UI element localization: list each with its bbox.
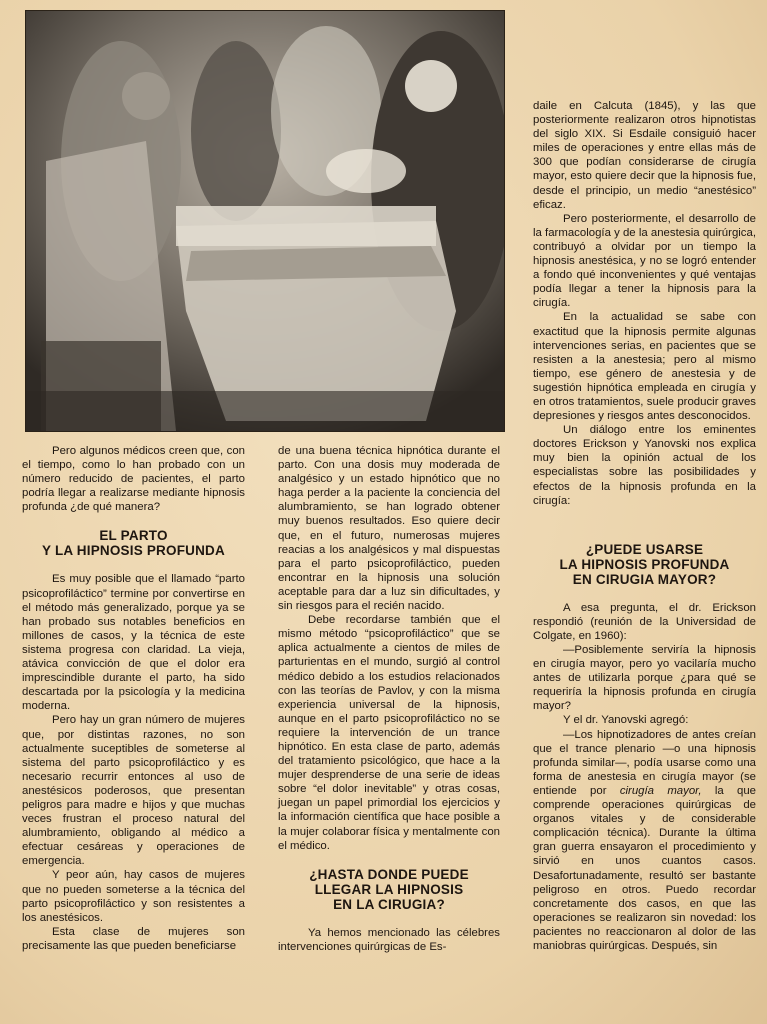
paragraph: Un diálogo entre los eminentes doctores Erickson y Yanovski nos explica muy bien la opinión actual de los especialistas sobre las posibilidades y efectos de la hipnosis profunda en la cirugía: (533, 424, 756, 507)
paragraph: Ya hemos mencionado las célebres intervenciones quirúrgicas de Es- (278, 926, 500, 953)
text-column-2 (278, 444, 500, 954)
text-run: —Los hipnotizadores de antes creían que el trance plenario —o una hipnosis profunda similar—, podía usarse como una forma de anestesia en cirugía mayor (se entiende por (533, 728, 756, 797)
paragraph: Pero posteriormente, el desarrollo de la farmacología y de la anestesia quirúrgica, contribuyó a olvidar por un tiempo la hipnosis anestésica, y no se logró entender a fondo qué inconvenientes y qué ventajas podía llegar a tener la hipnosis para la cirugía. (533, 212, 756, 310)
heading-line: EN LA CIRUGIA? (333, 896, 445, 912)
heading-line: EN CIRUGIA MAYOR? (572, 571, 717, 587)
paragraph: Pero hay un gran número de mujeres que, por distintas razones, no son actualmente suceptibles de someterse al sistema del parto psicoprofiláctico y es necesario recurrir entonces al uso de anestésicos poderosos, que presentan peligros para madre e hijos y que muchas veces frustran el proceso natural del alumbramiento, obligando al médico a efectuar cesáreas y operaciones de emergencia. (22, 714, 245, 868)
heading-line: ¿PUEDE USARSE (585, 541, 704, 557)
paragraph: Y peor aún, hay casos de mujeres que no pueden someterse a la técnica del parto psicoprofiláctico y son resistentes a los anestésicos. (22, 869, 245, 924)
heading-line: Y LA HIPNOSIS PROFUNDA (42, 543, 225, 559)
paragraph: Esta clase de mujeres son precisamente las que pueden beneficiarse (22, 925, 245, 952)
section-heading-cirugia (278, 867, 500, 912)
heading-line: LA HIPNOSIS PROFUNDA (559, 556, 730, 572)
heading-line: EL PARTO (99, 528, 168, 544)
paragraph: Y el dr. Yanovski agregó: (563, 714, 689, 727)
emphasis-text: cirugía mayor, (619, 784, 702, 797)
section-heading-parto (22, 528, 245, 558)
paragraph: Debe recordarse también que el mismo método “psicoprofiláctico” que se aplica actualmente a cientos de miles de parturientas en el mundo, surgió al control médico debido a los estudios relacionados con las teorías de Pavlov, y con la misma experiencia universal de la hipnosis, aunque en el parto psicoprofiláctico no se requiere la intervención de un trance hipnótico. En esta clase de parto, además del tratamiento psicológico, que hace a la mujer desprenderse de una serie de ideas sobre “el dolor inevitable” y otras cosas, juegan un papel primordial los ejercicios y la información científica que hace posible a la mujer colaborar física y mentalmente con el médico. (278, 614, 500, 852)
heading-line: ¿HASTA DONDE PUEDE (309, 866, 469, 882)
text-run: la que comprende operaciones quirúrgicas de organos vitales y de considerable complicación técnica). Durante la última gran guerra ensayaron el procedimiento y sirvió en unos cuantos casos. Desafortunadamente, resultó ser bastante peligroso en otros. Puedo recordar concretamente dos casos, en que las operaciones se realizaron sin novedad: los pacientes no reaccionaron al dolor de las maniobras quirúrgicas. Después, sin (533, 784, 756, 952)
heading-line: LLEGAR LA HIPNOSIS (314, 881, 464, 897)
paragraph: En la actualidad se sabe con exactitud que la hipnosis permite algunas intervenciones serias, en pacientes que se resisten a la anestesia; pero al mismo tiempo, ese género de anestesia y de sugestión hipnótica empleada en cirugía y en otros tratamientos, suele producir graves depresiones y riesgos antes desconocidos. (533, 311, 756, 423)
section-heading-cirugia-mayor (533, 542, 756, 587)
text-column-1 (22, 444, 245, 953)
paragraph: Pero algunos médicos creen que, con el tiempo, como lo han probado con un número reducido de pacientes, el parto podría llegar a realizarse mediante hipnosis profunda ¿de qué manera? (22, 445, 245, 514)
surgery-photo-icon (26, 11, 504, 431)
paragraph (533, 728, 756, 954)
text-column-3 (533, 99, 756, 953)
surgery-photo (25, 10, 505, 432)
paragraph: A esa pregunta, el dr. Erickson respondió (reunión de la Universidad de Colgate, en 1960): (533, 601, 756, 642)
paragraph: daile en Calcuta (1845), y las que posteriormente realizaron otros hipnotistas del siglo XIX. Si Esdaile consiguió hacer miles de operaciones y entre ellas más de 300 que podían considerarse de cirugía mayor, esto quiere decir que la hipnosis fue, desde el principio, un medio “anestésico” eficaz. (533, 100, 756, 211)
paragraph: de una buena técnica hipnótica durante el parto. Con una dosis muy moderada de analgésico y un estado hipnótico que no haga perder a la paciente la conciencia del alumbramiento, se han logrado obtener muy buenos resultados. Eso quiere decir que, en el futuro, numerosas mujeres reacias a los analgésicos y mal dispuestas para el parto psicoprofiláctico, pueden encontrar en la hipnosis una solución aceptable para dar a luz sin dificultades, y sin riesgos para el recién nacido. (278, 445, 500, 613)
paragraph: Es muy posible que el llamado “parto psicoprofiláctico” termine por convertirse en el método más generalizado, porque ya se han probado sus notables beneficios en millones de casos, y la técnica de este sistema progresa con claridad. La vieja, atávica convicción de que el dolor era imprescindible durante el parto, ha sido descartada por la psicología y la medicina moderna. (22, 573, 245, 713)
paragraph: —Posiblemente serviría la hipnosis en cirugía mayor, pero yo vacilaría mucho antes de utilizarla porque ¿para qué se requeriría la hipnosis profunda en cirugía mayor? (533, 644, 756, 713)
